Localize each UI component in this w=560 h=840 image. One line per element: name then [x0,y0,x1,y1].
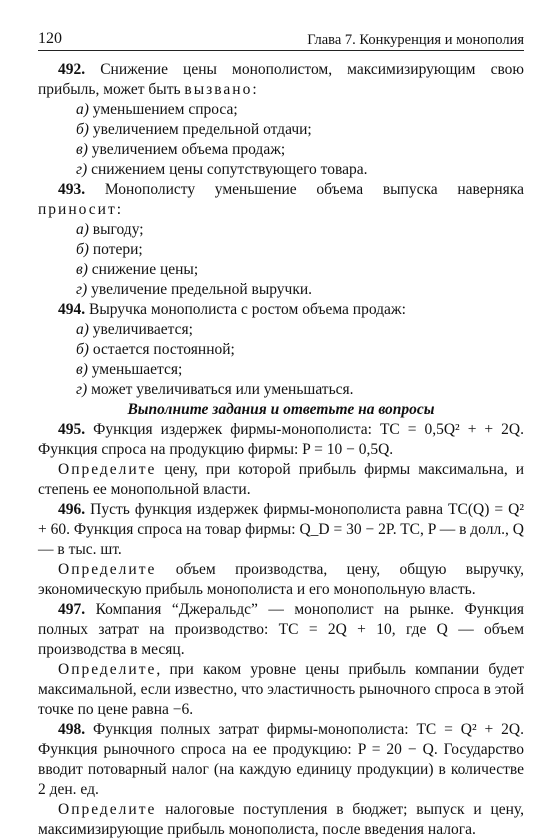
question-text-spaced: приносит [38,201,117,218]
section-title: Выполните задания и ответьте на вопросы [127,401,435,418]
question-494-option-d: г) может увеличиваться или уменьшаться. [76,381,354,398]
question-494-option-c: в) уменьшается; [76,361,183,378]
task-text: Компания “Джеральдс” — монополист на рынке. Функция полных затрат на производство: TC = 2Q + 10, где Q — объем производства в месяц. [38,601,524,658]
task-495-instruction [38,460,524,500]
page-header [38,28,524,51]
page-content [38,60,524,840]
task-number: 497. [58,601,86,618]
question-492-option-d: г) снижением цены сопутствующего товара. [76,161,368,178]
task-496-text [38,500,524,560]
task-498-text [38,720,524,800]
question-text: Монополисту уменьшение объема выпуска наверняка [85,181,524,198]
task-496-instruction [38,560,524,600]
task-498-instruction [38,800,524,840]
instruction-word: Определите [58,561,157,578]
page-number: 120 [38,30,62,47]
question-494-option-b: б) остается постоянной; [76,341,235,358]
question-494-stem [38,300,524,320]
question-493-option-c: в) снижение цены; [76,261,199,278]
instruction-word: Определите [58,801,157,818]
instruction-word: Определите [58,661,157,678]
task-497-text [38,600,524,660]
task-497-instruction [38,660,524,720]
instruction-text: , при каком уровне цены прибыль компании будет максимальной, если известно, что эластичность рыночного спроса в этой точке по цене равна −6. [38,661,524,718]
question-492-option-c: в) увеличением объема продаж; [76,141,286,158]
question-492-stem [38,60,524,100]
question-text: Снижение цены монополистом, максимизирующим свою прибыль, может быть [38,61,524,98]
question-492-option-b: б) увеличением предельной отдачи; [76,121,312,138]
task-text: Пусть функция издержек фирмы-монополиста равна TC(Q) = Q² + 60. Функция спроса на товар фирмы: Q_D = 30 − 2P. TC, P — в долл., Q — в тыс. шт. [38,501,524,558]
task-495-text [38,420,524,460]
question-text: : [116,201,122,218]
question-text: : [252,81,257,98]
task-number: 496. [58,501,86,518]
instruction-text: цену, при которой прибыль фирмы максимальна, и степень ее монопольной власти. [38,461,524,498]
question-number: 493. [58,181,86,198]
task-text: Функция издержек фирмы-монополиста: TC = 0,5Q² + + 2Q. Функция спроса на продукцию фирмы: P = 10 − 0,5Q. [38,421,524,458]
chapter-title: Глава 7. Конкуренция и монополия [307,32,524,48]
task-text: Функция полных затрат фирмы-монополиста: TC = Q² + 2Q. Функция рыночного спроса на ее продукцию: P = 20 − Q. Государство вводит потоварный налог (на каждую единицу продукции) в количестве 2 ден. ед. [38,721,524,798]
instruction-text: объем производства, цену, общую выручку, экономическую прибыль монополиста и его монопольную власть. [38,561,524,598]
question-493-option-a: а) выгоду; [76,221,144,238]
question-492-option-a: а) уменьшением спроса; [76,101,238,118]
question-number: 492. [58,61,86,78]
question-493-option-d: г) увеличение предельной выручки. [76,281,313,298]
question-number: 494. [58,301,86,318]
question-493-option-b: б) потери; [76,241,143,258]
question-494-option-a: а) увеличивается; [76,321,193,338]
instruction-word: Определите [58,461,157,478]
question-493-stem [38,180,524,220]
question-text-spaced: вызвано [184,81,253,98]
instruction-text: налоговые поступления в бюджет; выпуск и цену, максимизирующие прибыль монополиста, после введения налога. [38,801,524,838]
question-text: Выручка монополиста с ростом объема продаж: [85,301,406,318]
task-number: 498. [58,721,86,738]
task-number: 495. [58,421,86,438]
